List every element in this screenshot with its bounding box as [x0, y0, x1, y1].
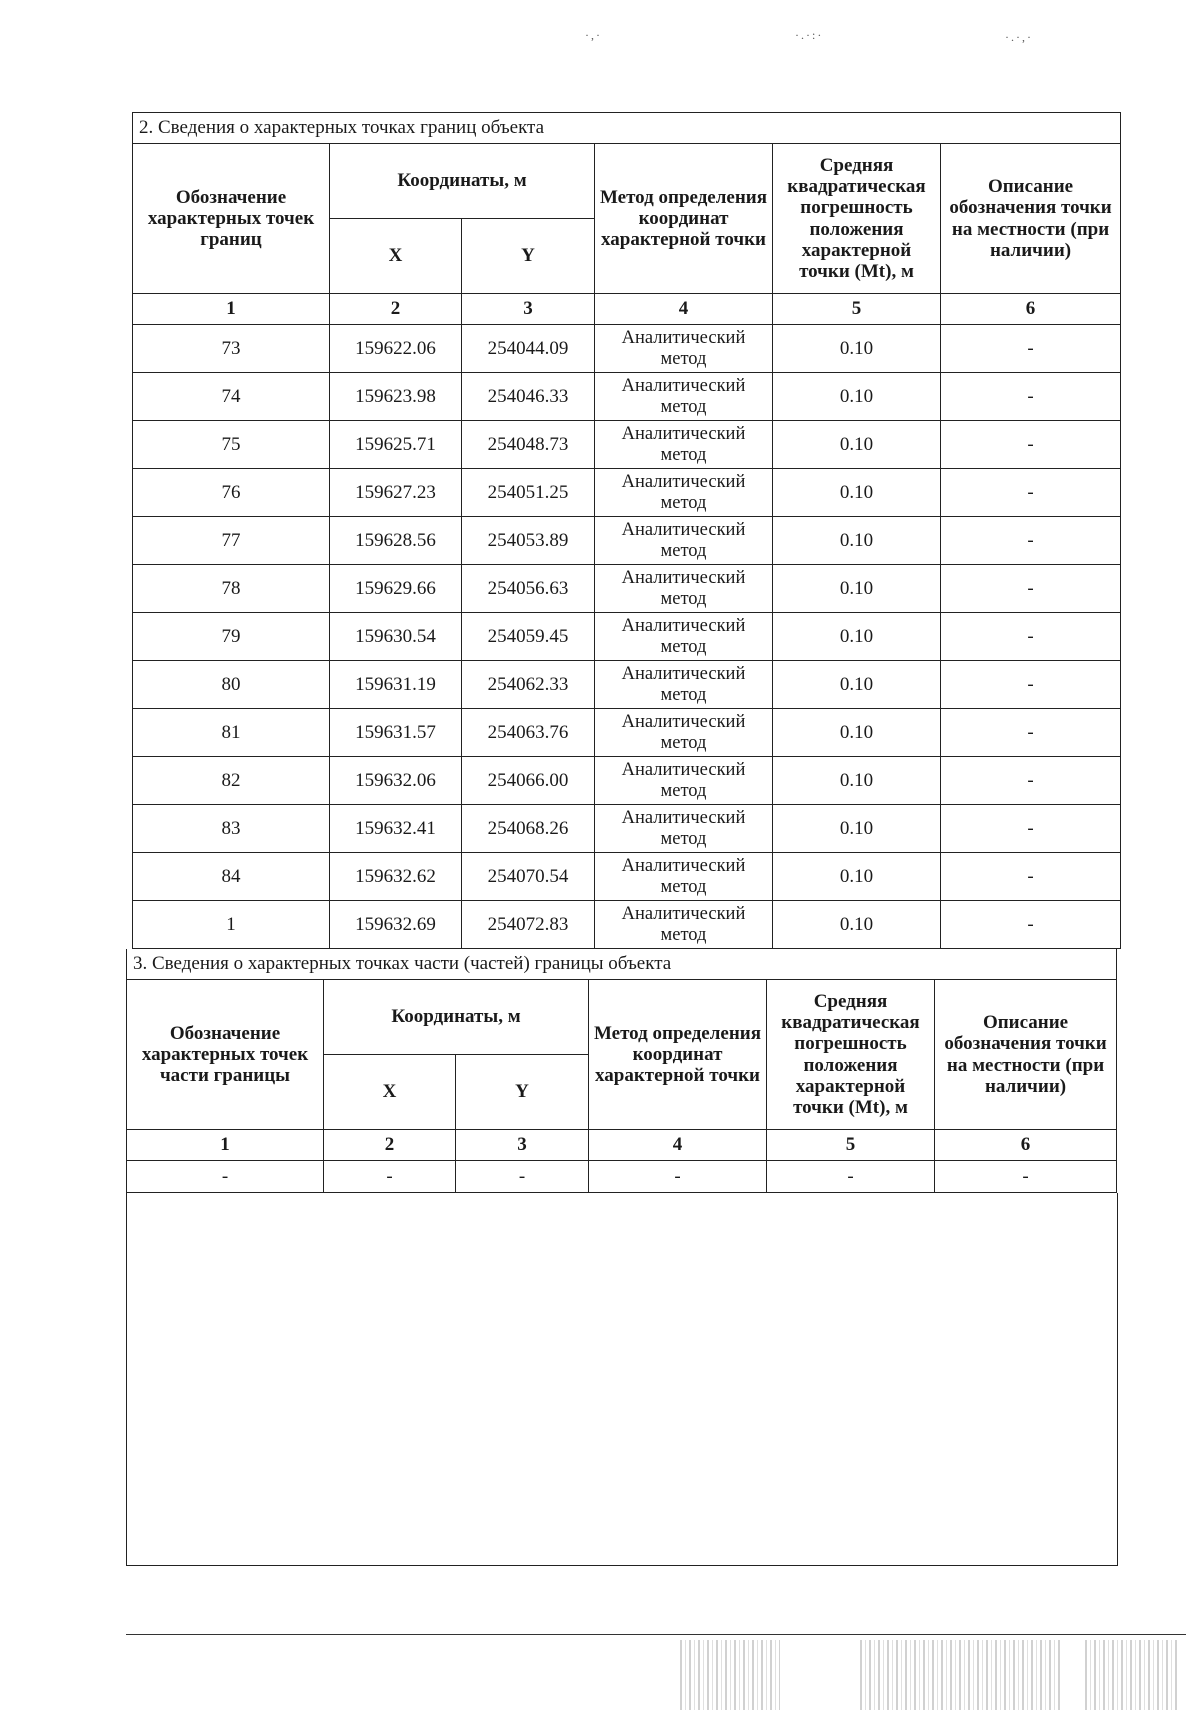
header-method: Метод определения координат характерной точки: [589, 980, 767, 1130]
coord-y: 254062.33: [462, 661, 595, 709]
table-row: [133, 709, 1121, 757]
description-cell: -: [941, 565, 1121, 613]
method-cell: Аналитический метод: [595, 757, 773, 805]
column-number: 6: [941, 294, 1121, 325]
table-row: [133, 421, 1121, 469]
description-cell: -: [941, 805, 1121, 853]
method-cell: Аналитический метод: [595, 805, 773, 853]
coord-x: 159628.56: [330, 517, 462, 565]
point-id: 1: [133, 901, 330, 949]
empty-cell: -: [589, 1161, 767, 1193]
header-error: Средняя квадратическая погрешность положения характерной точки (Mt), м: [767, 980, 935, 1130]
point-id: 82: [133, 757, 330, 805]
mt-cell: 0.10: [773, 661, 941, 709]
method-cell: Аналитический метод: [595, 661, 773, 709]
header-description: Описание обозначения точки на местности (при наличии): [941, 144, 1121, 294]
coord-x: 159630.54: [330, 613, 462, 661]
scan-speck: ·,·: [585, 28, 602, 42]
method-cell: Аналитический метод: [595, 421, 773, 469]
header-y: Y: [462, 219, 595, 294]
point-id: 84: [133, 853, 330, 901]
coord-y: 254068.26: [462, 805, 595, 853]
mt-cell: 0.10: [773, 757, 941, 805]
empty-cell: -: [127, 1161, 324, 1193]
table-row: [133, 469, 1121, 517]
coord-x: 159627.23: [330, 469, 462, 517]
table-row: [133, 901, 1121, 949]
column-number: 3: [462, 294, 595, 325]
coord-y: 254059.45: [462, 613, 595, 661]
empty-cell: -: [767, 1161, 935, 1193]
table-row: [133, 565, 1121, 613]
scan-noise: [1085, 1640, 1180, 1710]
coord-x: 159629.66: [330, 565, 462, 613]
section3-title: 3. Сведения о характерных точках части (частей) границы объекта: [127, 949, 1117, 980]
mt-cell: 0.10: [773, 709, 941, 757]
empty-cell: -: [324, 1161, 456, 1193]
header-designation: Обозначение характерных точек части границы: [127, 980, 324, 1130]
empty-cell: -: [456, 1161, 589, 1193]
column-number: 2: [324, 1130, 456, 1161]
method-cell: Аналитический метод: [595, 517, 773, 565]
column-number: 6: [935, 1130, 1117, 1161]
section2-title: 2. Сведения о характерных точках границ объекта: [133, 113, 1121, 144]
section2-table: [132, 112, 1121, 949]
table-row: [133, 661, 1121, 709]
description-cell: -: [941, 469, 1121, 517]
column-number: 4: [595, 294, 773, 325]
method-cell: Аналитический метод: [595, 853, 773, 901]
coord-y: 254066.00: [462, 757, 595, 805]
column-number: 5: [773, 294, 941, 325]
method-cell: Аналитический метод: [595, 373, 773, 421]
method-cell: Аналитический метод: [595, 469, 773, 517]
empty-cell: -: [935, 1161, 1117, 1193]
description-cell: -: [941, 661, 1121, 709]
scan-speck: ·.·:·: [795, 28, 824, 42]
coord-x: 159631.19: [330, 661, 462, 709]
description-cell: -: [941, 709, 1121, 757]
description-cell: -: [941, 901, 1121, 949]
column-number: 5: [767, 1130, 935, 1161]
coord-x: 159631.57: [330, 709, 462, 757]
header-y: Y: [456, 1055, 589, 1130]
coord-y: 254044.09: [462, 325, 595, 373]
method-cell: Аналитический метод: [595, 709, 773, 757]
scan-noise: [680, 1640, 780, 1710]
coord-x: 159632.06: [330, 757, 462, 805]
description-cell: -: [941, 373, 1121, 421]
footer-rule: [126, 1634, 1186, 1635]
table-row: [133, 805, 1121, 853]
column-number: 2: [330, 294, 462, 325]
header-coordinates: Координаты, м: [324, 980, 589, 1055]
coord-x: 159632.62: [330, 853, 462, 901]
header-x: X: [330, 219, 462, 294]
point-id: 76: [133, 469, 330, 517]
column-number: 1: [127, 1130, 324, 1161]
scan-noise: [860, 1640, 1060, 1710]
mt-cell: 0.10: [773, 853, 941, 901]
table-row: [133, 325, 1121, 373]
header-error: Средняя квадратическая погрешность положения характерной точки (Mt), м: [773, 144, 941, 294]
column-number: 1: [133, 294, 330, 325]
point-id: 75: [133, 421, 330, 469]
coord-y: 254063.76: [462, 709, 595, 757]
coord-x: 159622.06: [330, 325, 462, 373]
table-row: [133, 373, 1121, 421]
description-cell: -: [941, 325, 1121, 373]
mt-cell: 0.10: [773, 565, 941, 613]
coord-y: 254072.83: [462, 901, 595, 949]
header-coordinates: Координаты, м: [330, 144, 595, 219]
mt-cell: 0.10: [773, 805, 941, 853]
header-description: Описание обозначения точки на местности (при наличии): [935, 980, 1117, 1130]
description-cell: -: [941, 853, 1121, 901]
coord-y: 254048.73: [462, 421, 595, 469]
description-cell: -: [941, 613, 1121, 661]
coord-y: 254051.25: [462, 469, 595, 517]
description-cell: -: [941, 517, 1121, 565]
mt-cell: 0.10: [773, 325, 941, 373]
column-number: 4: [589, 1130, 767, 1161]
table-row: [133, 757, 1121, 805]
table-row: [133, 517, 1121, 565]
point-id: 73: [133, 325, 330, 373]
mt-cell: 0.10: [773, 421, 941, 469]
coord-x: 159625.71: [330, 421, 462, 469]
section3-table: [126, 949, 1117, 1193]
mt-cell: 0.10: [773, 517, 941, 565]
header-designation: Обозначение характерных точек границ: [133, 144, 330, 294]
point-id: 81: [133, 709, 330, 757]
header-x: X: [324, 1055, 456, 1130]
table-row: [133, 853, 1121, 901]
mt-cell: 0.10: [773, 469, 941, 517]
coord-y: 254070.54: [462, 853, 595, 901]
point-id: 77: [133, 517, 330, 565]
column-number: 3: [456, 1130, 589, 1161]
coord-y: 254056.63: [462, 565, 595, 613]
point-id: 83: [133, 805, 330, 853]
mt-cell: 0.10: [773, 613, 941, 661]
header-method: Метод определения координат характерной точки: [595, 144, 773, 294]
point-id: 80: [133, 661, 330, 709]
point-id: 78: [133, 565, 330, 613]
blank-area: [126, 1193, 1118, 1566]
method-cell: Аналитический метод: [595, 565, 773, 613]
mt-cell: 0.10: [773, 373, 941, 421]
section2-rows: [133, 325, 1121, 949]
table-row: [127, 1161, 1117, 1193]
coord-y: 254046.33: [462, 373, 595, 421]
coord-x: 159623.98: [330, 373, 462, 421]
method-cell: Аналитический метод: [595, 325, 773, 373]
method-cell: Аналитический метод: [595, 901, 773, 949]
table-row: [133, 613, 1121, 661]
coord-x: 159632.69: [330, 901, 462, 949]
point-id: 79: [133, 613, 330, 661]
scan-speck: ·.·,·: [1005, 30, 1033, 44]
description-cell: -: [941, 757, 1121, 805]
method-cell: Аналитический метод: [595, 613, 773, 661]
description-cell: -: [941, 421, 1121, 469]
point-id: 74: [133, 373, 330, 421]
coord-y: 254053.89: [462, 517, 595, 565]
document-page: [132, 112, 1120, 1566]
mt-cell: 0.10: [773, 901, 941, 949]
coord-x: 159632.41: [330, 805, 462, 853]
